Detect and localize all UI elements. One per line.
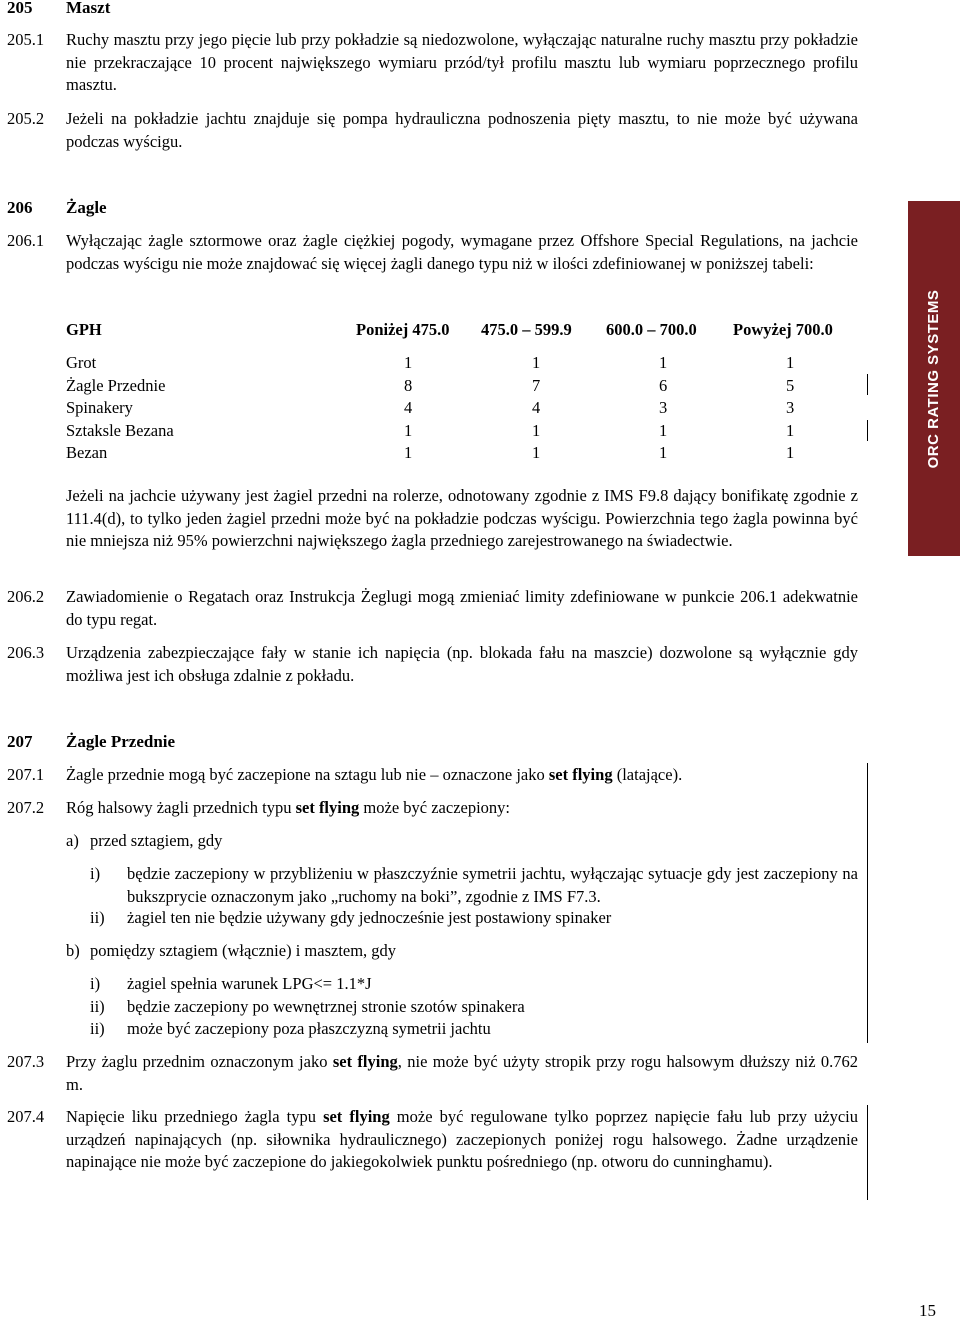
table-cell: 1 [532,353,541,372]
table-cell: 1 [786,443,795,462]
list-item-label: ii) [90,997,105,1016]
para-207-4-text: Napięcie liku przedniego żagla typu set flying może być regulowane tylko poprzez napięcie fału lub przy użyciu urządzeń napinających (np. siłownika hydraulicznego) zaczepionych poniżej rogu halsowego. Żadne urządzenie napinające nie może być zaczepione do jakiegokolwiek punktu pośredniego (np. otworu do cunninghamu). [66,1107,858,1171]
para-207-1-number: 207.1 [7,765,45,784]
list-b-label: b) [66,941,80,960]
para-207-2-text: Róg halsowy żagli przednich typu set flying może być zaczepiony: [66,798,511,817]
side-tab [908,201,960,556]
table-cell: 4 [532,398,541,417]
table-row [66,397,866,419]
para-206-2-text: Zawiadomienie o Regatach oraz Instrukcja Żeglugi mogą zmieniać limity zdefiniowane w punkcie 206.1 adekwatnie do typu regat. [66,587,858,629]
para-205-2-text: Jeżeli na pokładzie jachtu znajduje się pompa hydrauliczna podnoszenia pięty masztu, to nie może być używana podczas wyścigu. [66,109,858,151]
table-cell: 1 [404,443,413,462]
list-item-text: żagiel spełnia warunek LPG<= 1.1*J [127,974,372,993]
list-item-label: i) [90,864,101,883]
table-cell: 8 [404,376,413,395]
list-item-text: może być zaczepiony poza płaszczyzną symetrii jachtu [127,1019,491,1038]
section-206-title: Żagle [66,198,107,217]
table-header-row [66,319,866,341]
list-item-text: będzie zaczepiony w przybliżeniu w płaszczyźnie symetrii jachtu, wyłączając sytuacje gdy jest zaczepiony na bukszprycie oznaczonym jako „ruchomy na boki”, zgodnie z IMS F7.3. [127,864,858,906]
table-cell: 3 [786,398,795,417]
section-206-number: 206 [7,198,33,217]
change-bar [867,763,868,1043]
table-cell: Sztaksle Bezana [66,421,174,440]
table-cell: 5 [786,376,795,395]
table-row [66,442,866,464]
table-header-cell: Powyżej 700.0 [733,320,833,339]
set-flying-term: set flying [323,1107,390,1126]
table-cell: 1 [659,421,668,440]
table-cell: 1 [659,353,668,372]
para-206-1-number: 206.1 [7,231,45,250]
table-header-cell: GPH [66,320,102,339]
table-cell: Żagle Przednie [66,376,166,395]
section-207-title: Żagle Przednie [66,732,176,751]
para-207-3-text: Przy żaglu przednim oznaczonym jako set flying, nie może być użyty stropik przy rogu halsowym dłuższy niż 0.762 m. [66,1052,859,1094]
para-207-1-text: Żagle przednie mogą być zaczepione na sztagu lub nie – oznaczone jako set flying (latające). [66,765,683,784]
change-bar [867,374,868,395]
para-207-2-number: 207.2 [7,798,45,817]
para-206-1-note: Jeżeli na jachcie używany jest żagiel przedni na rolerze, odnotowany zgodnie z IMS F9.8 dający bonifikatę zgodnie z 111.4(d), to tylko jeden żagiel przedni może być na pokładzie podczas wyścigu. Powierzchnia tego żagla powinna być nie mniejsza niż 95% powierzchni największego żagla przedniego zarejestrowanego na świadectwie. [66,486,858,550]
section-207-number: 207 [7,732,33,751]
table-header-cell: 475.0 – 599.9 [481,320,572,339]
table-cell: 6 [659,376,668,395]
table-cell: 1 [532,421,541,440]
table-cell: Bezan [66,443,108,462]
set-flying-term: set flying [548,765,613,784]
para-206-1-text: Wyłączając żagle sztormowe oraz żagle ciężkiej pogody, wymagane przez Offshore Special Regulations, na jachcie podczas wyścigu nie może znajdować się więcej żagli danego typu niż w ilości zdefiniowanej w poniższej tabeli: [66,231,858,273]
side-tab-label: ORC RATING SYSTEMS [924,289,942,468]
page-number: 15 [919,1301,936,1320]
table-row [66,352,866,374]
table-cell: 1 [404,421,413,440]
table-cell: 7 [532,376,541,395]
table-row [66,375,866,397]
table-cell: 1 [786,421,795,440]
table-cell: Grot [66,353,97,372]
para-205-1-number: 205.1 [7,30,45,49]
set-flying-term: set flying [295,798,360,817]
list-b-text: pomiędzy sztagiem (włącznie) i masztem, gdy [90,941,397,960]
para-206-3-number: 206.3 [7,643,45,662]
table-cell: 1 [404,353,413,372]
table-cell: 4 [404,398,413,417]
table-cell: Spinakery [66,398,133,417]
para-205-1-text: Ruchy masztu przy jego pięcie lub przy pokładzie są niedozwolone, wyłączając naturalne ruchy masztu przy pokładzie nie przekraczające 10 procent największego wymiaru przód/tył profilu masztu lub wymiaru poprzecznego profilu masztu. [66,30,858,94]
list-item-text: żagiel ten nie będzie używany gdy jednocześnie jest postawiony spinaker [127,908,612,927]
section-205-title: Maszt [66,0,111,17]
para-207-4-number: 207.4 [7,1107,45,1126]
change-bar [867,420,868,441]
table-cell: 1 [786,353,795,372]
para-206-2-number: 206.2 [7,587,45,606]
para-206-3-text: Urządzenia zabezpieczające fały w stanie ich napięcia (np. blokada fału na maszcie) dozwolone są wyłącznie gdy możliwa jest ich obsługa zdalnie z pokładu. [66,643,858,685]
section-205-number: 205 [7,0,33,17]
table-header-cell: 600.0 – 700.0 [606,320,697,339]
list-a-label: a) [66,831,79,850]
table-cell: 1 [659,443,668,462]
list-a-text: przed sztagiem, gdy [90,831,223,850]
para-205-2-number: 205.2 [7,109,45,128]
table-header-cell: Poniżej 475.0 [356,320,450,339]
change-bar [867,1105,868,1200]
list-item-label: i) [90,974,101,993]
list-item-label: ii) [90,1019,105,1038]
table-cell: 3 [659,398,668,417]
list-item-text: będzie zaczepiony po wewnętrznej stronie szotów spinakera [127,997,525,1016]
list-item-label: ii) [90,908,105,927]
set-flying-term: set flying [332,1052,398,1071]
para-207-3-number: 207.3 [7,1052,45,1071]
table-cell: 1 [532,443,541,462]
table-row [66,420,866,442]
